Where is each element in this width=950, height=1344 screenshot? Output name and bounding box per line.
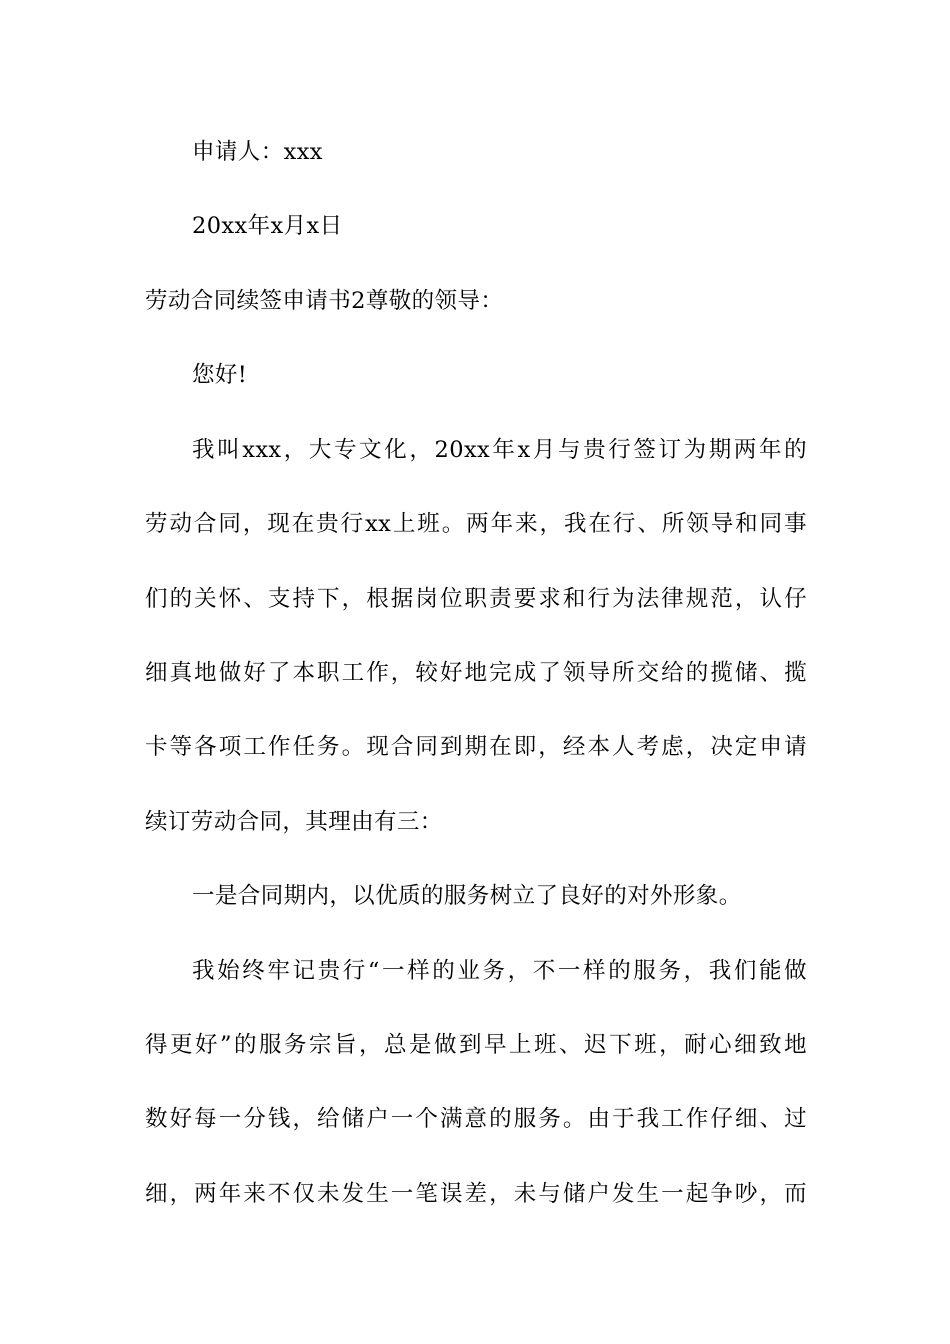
applicant-line: 申请人：xxx [192,139,323,165]
paragraph-line: 续订劳动合同，其理由有三： [145,809,443,835]
greeting-line: 您好! [192,362,248,388]
paragraph-line: 我叫xxx，大专文化，20xx年x月与贵行签订为期两年的 [192,437,807,463]
paragraph-line: 劳动合同，现在贵行xx上班。两年来，我在行、所领导和同事 [145,511,807,537]
paragraph-line: 细真地做好了本职工作，较好地完成了领导所交给的揽储、揽 [145,660,807,686]
paragraph-line: 们的关怀、支持下，根据岗位职责要求和行为法律规范，认仔 [145,586,807,612]
reason-one-line: 一是合同期内，以优质的服务树立了良好的对外形象。 [192,883,742,909]
heading-salutation-line: 劳动合同续签申请书2尊敬的领导： [145,288,504,314]
paragraph-line: 细，两年来不仅未发生一笔误差，未与储户发生一起争吵，而 [145,1181,807,1207]
paragraph-line: 卡等各项工作任务。现合同到期在即，经本人考虑，决定申请 [145,734,807,760]
paragraph-line: 我始终牢记贵行“一样的业务，不一样的服务，我们能做 [192,958,807,984]
date-line: 20xx年x月x日 [192,213,343,239]
paragraph-line: 得更好”的服务宗旨，总是做到早上班、迟下班，耐心细致地 [145,1032,807,1058]
paragraph-line: 数好每一分钱，给储户一个满意的服务。由于我工作仔细、过 [145,1106,807,1132]
